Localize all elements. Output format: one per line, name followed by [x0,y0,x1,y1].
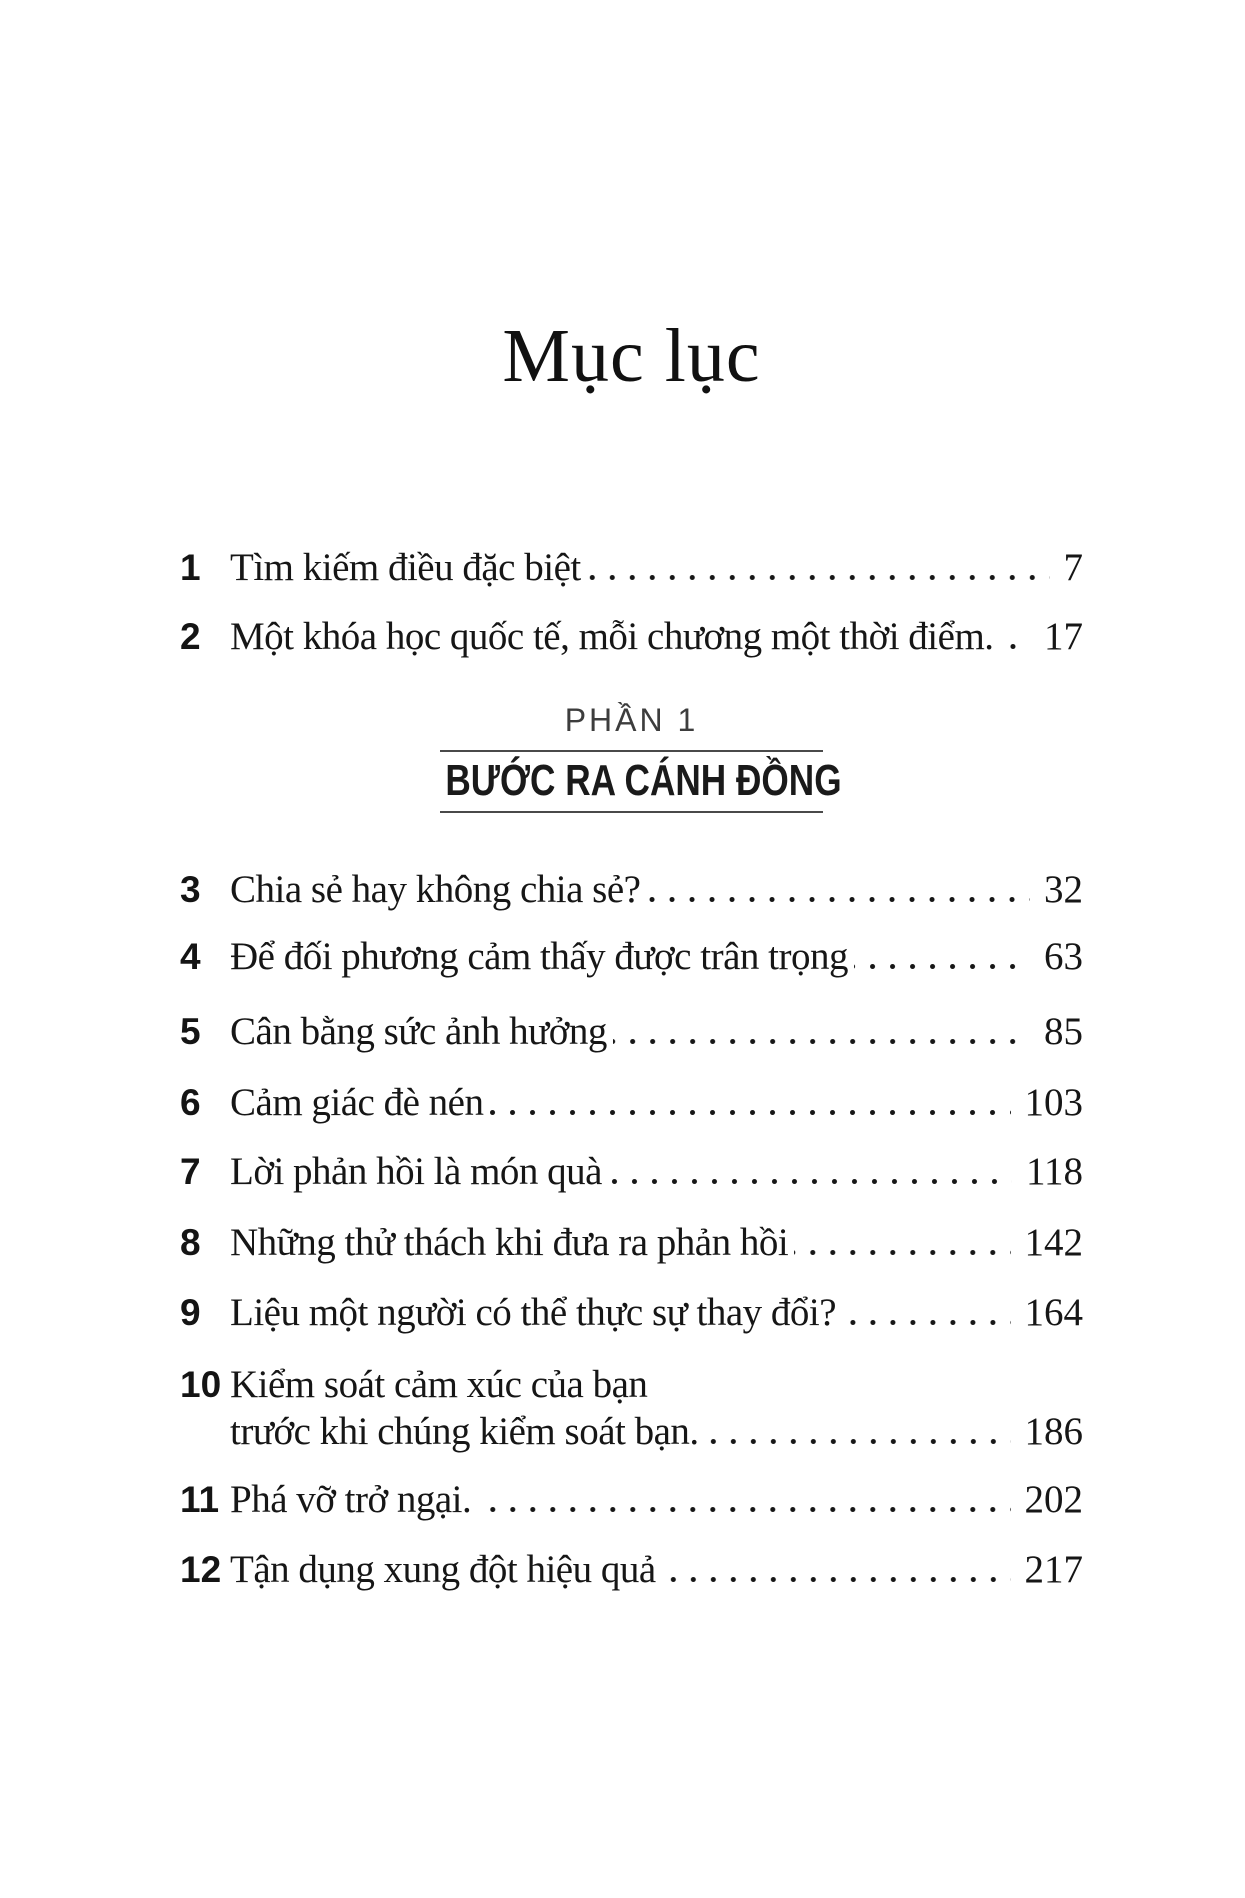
page-number: 186 [1024,1410,1083,1453]
chapter-title: Những thử thách khi đưa ra phản hồi [230,1221,789,1264]
dot-leader [662,1577,1011,1582]
chapter-title-line1: Kiểm soát cảm xúc của bạn [230,1363,648,1406]
dot-leader [1000,644,1030,649]
chapter-number: 12 [180,1549,222,1590]
part-title: BƯỚC RA CÁNH ĐỒNG [445,756,842,805]
dot-leader [705,1439,1011,1444]
page-number: 103 [1024,1081,1083,1124]
chapter-title: Tìm kiếm điều đặc biệt [230,546,581,589]
page-number: 217 [1024,1548,1083,1591]
chapter-number: 1 [180,547,201,588]
chapter-number: 6 [180,1082,201,1123]
part-kicker: PHẦN 1 [564,702,699,738]
divider-line-bottom [440,811,823,813]
chapter-title: Cân bằng sức ảnh hưởng [230,1010,607,1053]
chapter-title: Liệu một người có thể thực sự thay đổi? [230,1291,837,1334]
divider-line-top [440,750,823,752]
toc-entry-continued [180,1408,1083,1456]
dot-leader [477,1507,1010,1512]
dot-leader [587,575,1050,580]
dot-leader [794,1250,1010,1255]
dot-leader [489,1110,1010,1115]
page-number: 17 [1044,615,1083,658]
page-number: 32 [1044,868,1083,911]
chapter-title: Một khóa học quốc tế, mỗi chương một thời điểm. [230,615,994,658]
chapter-title: Cảm giác đè nén [230,1081,484,1124]
page-number: 63 [1044,935,1083,978]
toc-entry [180,1148,1083,1196]
dot-leader [842,1320,1010,1325]
chapter-number: 7 [180,1151,201,1192]
chapter-title: Chia sẻ hay không chia sẻ? [230,868,641,911]
page-number: 7 [1063,546,1083,589]
chapter-title: Để đối phương cảm thấy được trân trọng [230,935,848,978]
toc-entry [180,1289,1083,1337]
chapter-number: 3 [180,869,201,910]
toc-entry [180,544,1083,592]
toc-entry [180,1476,1083,1524]
page-number: 85 [1044,1010,1083,1053]
chapter-number: 8 [180,1222,201,1263]
toc-entry [180,866,1083,914]
chapter-number: 4 [180,936,201,977]
chapter-number: 5 [180,1011,201,1052]
toc-entry [180,1546,1083,1594]
toc-entry [180,1079,1083,1127]
toc-entry [180,613,1083,661]
toc-entry [180,1219,1083,1267]
chapter-number: 2 [180,616,201,657]
chapter-title-line2: trước khi chúng kiểm soát bạn. [230,1410,699,1453]
chapter-number: 10 [180,1364,222,1405]
toc-entry [180,1361,1083,1409]
chapter-number: 11 [180,1479,220,1520]
toc-entry [180,1008,1083,1056]
dot-leader [854,964,1030,969]
dot-leader [613,1039,1030,1044]
page-number: 164 [1024,1291,1083,1334]
page-number: 142 [1024,1221,1083,1264]
page-number: 202 [1024,1478,1083,1521]
dot-leader [608,1179,1012,1184]
page-number: 118 [1025,1150,1083,1193]
chapter-number: 9 [180,1292,201,1333]
chapter-title: Phá vỡ trở ngại. [230,1478,472,1521]
page-title: Mục lục [502,314,761,398]
chapter-title: Lời phản hồi là món quà [230,1150,602,1193]
chapter-title: Tận dụng xung đột hiệu quả [230,1548,656,1591]
toc-entry [180,933,1083,981]
dot-leader [646,897,1030,902]
